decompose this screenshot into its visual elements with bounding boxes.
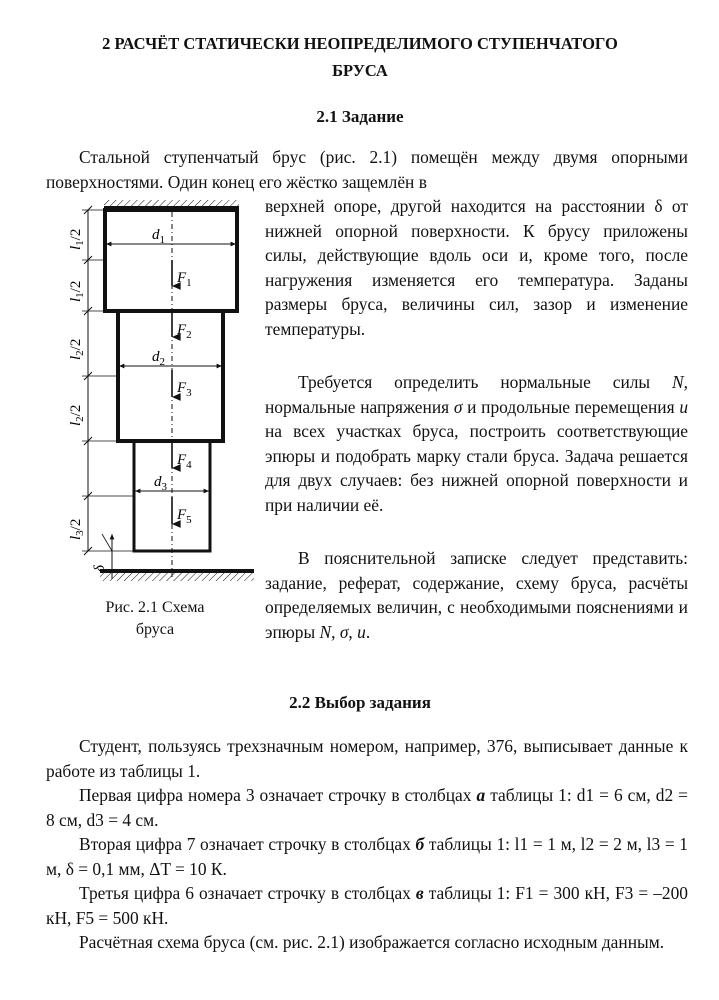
label-d1 (152, 227, 165, 246)
label-F3 (176, 380, 192, 399)
label-l-letter: l (68, 297, 84, 302)
values-lengths: l1 = 1 м, l2 = 2 м, l3 = 1 м, δ = 0,1 мм, ΔT = 10 К. (46, 834, 689, 879)
label-F1 (176, 270, 192, 289)
label-subscript: 3 (161, 481, 167, 493)
label-delta: δ (92, 565, 108, 572)
column-letter-a: а (476, 785, 486, 805)
text-run: Третья цифра 6 означает строчку в столбцах (79, 883, 411, 903)
bottom-support-hatch (100, 573, 254, 581)
label-F-letter: F (177, 507, 187, 523)
text-run: Вторая цифра 7 означает строчку в столбцах (79, 834, 411, 854)
section-title-selection: 2.2 Выбор задания (289, 693, 431, 712)
stepped-bar-figure (44, 194, 262, 594)
label-l2-upper (68, 339, 86, 360)
label-F-letter: F (177, 322, 187, 338)
selection-paragraph-4 (46, 881, 688, 930)
label-subscript: 2 (74, 416, 86, 422)
selection-paragraph-1: Студент, пользуясь трехзначным номером, например, 376, выписывает данные к работе из таблицы 1. (46, 736, 688, 781)
text-run: В пояснительной записке следует представить: задание, реферат, содержание, схему бруса, расчёты определяемых величин, с необходимыми пояснениями и эпюры (265, 548, 688, 642)
chapter-title-line1: 2 РАСЧЁТ СТАТИЧЕСКИ НЕОПРЕДЕЛИМОГО СТУПЕНЧАТОГО (102, 34, 618, 53)
gap-dim-leader (102, 534, 112, 551)
label-subscript: 4 (186, 459, 192, 471)
label-l-letter: l (68, 245, 84, 250)
text-run: , нормальные напряжения (265, 372, 688, 417)
label-subscript: 3 (74, 530, 86, 536)
label-l1-upper (68, 229, 86, 250)
label-F4 (176, 452, 192, 471)
bar-section-1 (105, 210, 237, 311)
symbol-N: N (672, 372, 684, 392)
task-wrap-paragraph-2 (265, 370, 688, 517)
label-subscript: 2 (74, 350, 86, 356)
label-l3 (68, 519, 86, 540)
symbol-u: u (679, 396, 689, 417)
column-letter-v: в (415, 883, 424, 903)
text-run: таблицы 1: (428, 834, 510, 854)
label-half: /2 (68, 404, 84, 417)
punct: . (365, 621, 371, 642)
label-half: /2 (68, 338, 84, 351)
task-wrap-paragraph-3 (265, 546, 688, 644)
text-run: таблицы 1: (428, 883, 511, 903)
bar-section-2 (118, 311, 223, 441)
chapter-title (40, 30, 680, 84)
label-l-letter: l (68, 355, 84, 360)
label-subscript: 2 (159, 356, 165, 368)
label-subscript: 1 (74, 292, 86, 298)
label-l-letter: l (68, 421, 84, 426)
column-letter-b: б (415, 834, 425, 854)
label-half: /2 (68, 228, 84, 241)
label-F5 (176, 507, 192, 526)
label-d-letter: d (154, 474, 162, 490)
label-F2 (176, 322, 192, 341)
label-l1-lower (68, 281, 86, 302)
label-F-letter: F (177, 270, 187, 286)
punct: , (331, 621, 336, 642)
chapter-title-line2: БРУСА (332, 61, 388, 80)
label-subscript: 2 (186, 329, 192, 341)
values-forces: F1 = 300 кН, F3 = –200 кН, F5 = 500 кН. (46, 883, 688, 928)
label-d-letter: d (152, 227, 160, 243)
label-d2 (152, 349, 165, 368)
label-F-letter: F (177, 380, 187, 396)
figure-caption (80, 597, 230, 641)
values-diameters: d1 = 6 см, d2 = 8 см, d3 = 4 см. (46, 785, 688, 830)
selection-paragraph-2 (46, 783, 688, 832)
text-run: и продольные перемещения (467, 396, 675, 417)
figure-caption-line1: Рис. 2.1 Схема (105, 599, 205, 616)
punct: , (348, 621, 353, 642)
label-d3 (154, 474, 168, 493)
label-subscript: 1 (159, 234, 165, 246)
selection-paragraph-3 (46, 832, 688, 881)
text-run: на всех участках бруса, построить соответствующие эпюры и подобрать марку стали бруса. Задача решается для двух случаев: без нижней опорной поверхности и при наличии её. (265, 421, 688, 515)
symbol-sigma: σ (339, 621, 349, 642)
text-run: Первая цифра номера 3 означает строчку в столбцах (79, 785, 472, 805)
label-subscript: 5 (186, 514, 192, 526)
label-d-letter: d (152, 349, 160, 365)
label-subscript: 1 (74, 240, 86, 246)
label-l-letter: l (68, 535, 84, 540)
label-half: /2 (68, 280, 84, 293)
symbol-N: N (319, 621, 332, 642)
label-subscript: 3 (186, 387, 192, 399)
label-F-letter: F (177, 452, 187, 468)
section-title-task: 2.1 Задание (316, 107, 404, 126)
task-intro-paragraph: Стальной ступенчатый брус (рис. 2.1) помещён между двумя опорными поверхностями. Один конец его жёстко защемлён в (46, 147, 688, 192)
label-half: /2 (68, 518, 84, 531)
label-l2-lower (68, 405, 86, 426)
symbol-u: u (357, 621, 366, 642)
text-run: таблицы 1: (490, 785, 572, 805)
text-run: Требуется определить нормальные силы (298, 372, 651, 392)
label-subscript: 1 (186, 277, 192, 289)
symbol-sigma: σ (453, 396, 463, 417)
figure-caption-line2: бруса (135, 621, 175, 638)
task-wrap-paragraph-1: верхней опоре, другой находится на расстоянии δ от нижней опорной поверхности. К брусу приложены силы, действующие вдоль оси и, кроме того, после нагружения изменяется его температура. Заданы размеры бруса, величины сил, зазор и изменение температуры. (265, 196, 688, 339)
stepped-bar-diagram (44, 194, 262, 594)
selection-paragraph-5: Расчётная схема бруса (см. рис. 2.1) изображается согласно исходным данным. (79, 932, 665, 952)
